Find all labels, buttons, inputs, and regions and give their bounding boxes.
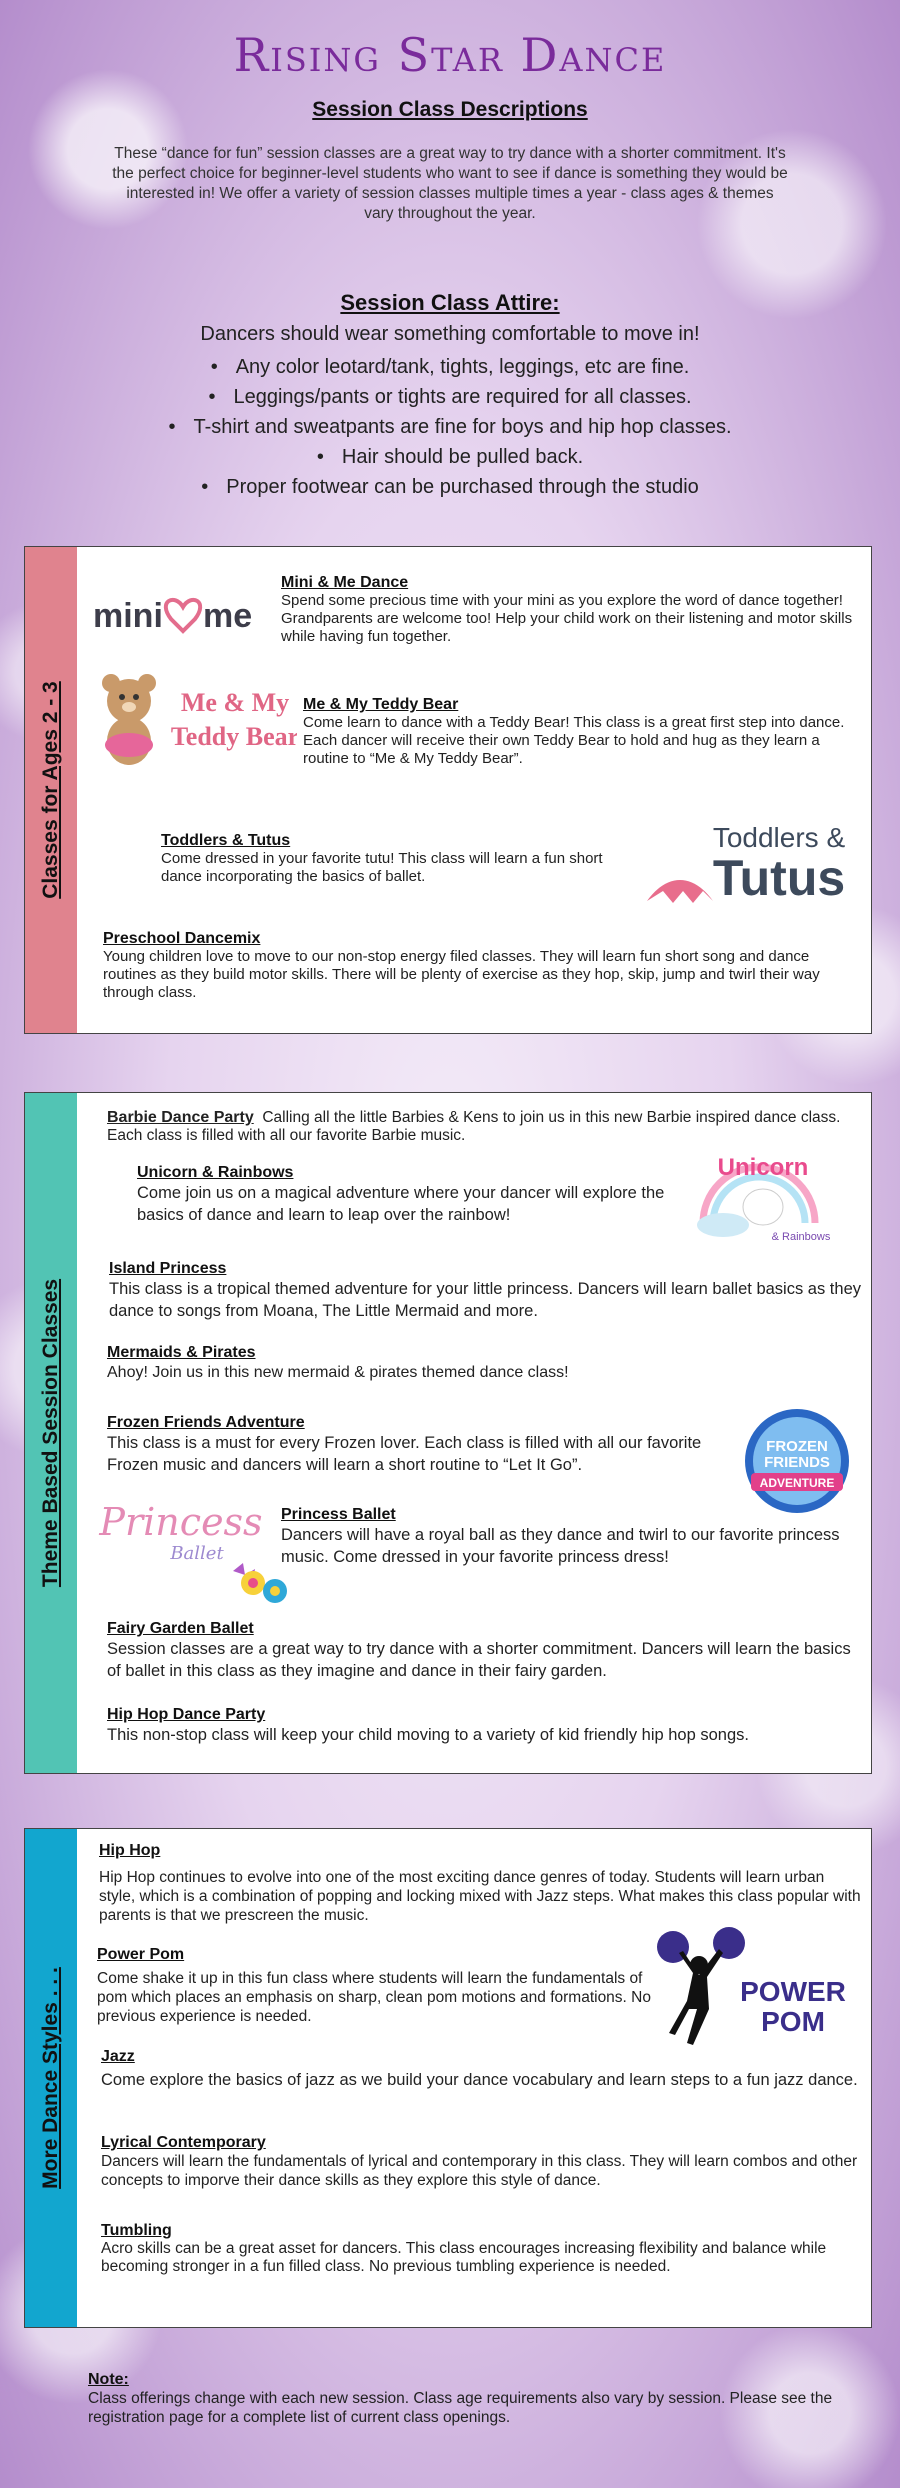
ages-section xyxy=(24,546,872,1034)
class-desc: This class is a must for every Frozen lover. Each class is filled with all our favorite Frozen music and dancers will learn a short routine to “Let It Go”. xyxy=(107,1434,702,1474)
attire-item: • T-shirt and sweatpants are fine for boys and hip hop classes. xyxy=(0,412,900,442)
class-desc: Come explore the basics of jazz as we build your dance vocabulary and learn steps to a fun jazz dance. xyxy=(101,2071,858,2089)
frozen-logo-line1: FROZEN xyxy=(766,1438,828,1455)
class-tumbling xyxy=(101,2221,863,2276)
class-mini-me xyxy=(281,573,861,646)
class-desc: Session classes are a great way to try dance with a shorter commitment. Dancers will learn the basics of ballet in this class as they imagine and dance in their fairy garden. xyxy=(107,1640,851,1680)
class-title: Hip Hop xyxy=(99,1842,161,1859)
more-styles-label: More Dance Styles . . . xyxy=(39,1967,62,2189)
attire-lead: Dancers should wear something comfortable to move in! xyxy=(200,323,700,345)
theme-section-band xyxy=(25,1093,77,1773)
class-title: Tumbling xyxy=(101,2222,172,2239)
class-jazz xyxy=(101,2047,863,2091)
class-title: Island Princess xyxy=(109,1260,227,1277)
class-title: Jazz xyxy=(101,2048,135,2065)
class-title: Frozen Friends Adventure xyxy=(107,1414,305,1431)
class-desc: Come learn to dance with a Teddy Bear! This class is a great first step into dance. Each dancer will receive their own Teddy Bear to hold and hug as they learn a routine to “Me & My Teddy Bear”. xyxy=(303,714,845,767)
site-title: Rising Star Dance xyxy=(233,28,667,82)
class-title: Barbie Dance Party xyxy=(107,1109,254,1126)
frozen-friends-logo xyxy=(741,1405,853,1517)
note-block xyxy=(88,2370,848,2427)
class-title: Mermaids & Pirates xyxy=(107,1344,256,1361)
attire-item: • Hair should be pulled back. xyxy=(0,442,900,472)
svg-text:mini: mini xyxy=(93,597,163,635)
class-mermaids-pirates xyxy=(107,1343,863,1384)
class-desc: This non-stop class will keep your child moving to a variety of kid friendly hip hop songs. xyxy=(107,1726,749,1744)
note-text: Class offerings change with each new session. Class age requirements also vary by session. Please see the registration page for a complete list of current class openings. xyxy=(88,2390,833,2426)
attire-heading: Session Class Attire: xyxy=(340,290,560,315)
class-title: Preschool Dancemix xyxy=(103,930,261,947)
class-title: Me & My Teddy Bear xyxy=(303,696,459,713)
class-desc: Young children love to move to our non-stop energy filed classes. They will learn fun short song and dance routines as they build motor skills. There will be plenty of exercise as they hop, skip, jump and twirl their way through class. xyxy=(103,948,820,1001)
ages-section-band xyxy=(25,547,77,1033)
pom-logo-line2: POM xyxy=(761,2006,825,2037)
class-power-pom xyxy=(97,1945,657,2026)
teddy-logo-line2: Teddy Bear xyxy=(170,722,297,751)
session-descriptions-heading: Session Class Descriptions xyxy=(312,98,588,121)
class-teddy-bear xyxy=(303,695,863,768)
class-desc: Acro skills can be a great asset for dancers. This class encourages increasing flexibility and balance while becoming stronger in a fun filled class. No previous tumbling experience is needed. xyxy=(101,2240,827,2275)
class-toddlers-tutus xyxy=(161,831,621,886)
class-desc: Dancers will learn the fundamentals of lyrical and contemporary in this class. They will learn combos and other concepts to imporve their dance skills as they explore this style of dance. xyxy=(101,2153,858,2189)
class-preschool-dancemix xyxy=(103,929,863,1002)
tutus-logo-line1: Toddlers & xyxy=(712,822,846,853)
attire-item: • Any color leotard/tank, tights, leggings, etc are fine. xyxy=(0,352,900,382)
class-barbie xyxy=(107,1109,863,1145)
more-styles-band xyxy=(25,1829,77,2327)
theme-section-label: Theme Based Session Classes xyxy=(39,1278,62,1588)
class-unicorn xyxy=(137,1163,697,1226)
unicorn-rainbows-logo xyxy=(685,1145,835,1245)
teddy-bear-logo xyxy=(87,665,297,775)
class-desc: Ahoy! Join us in this new mermaid & pirates themed dance class! xyxy=(107,1364,569,1381)
more-styles-section xyxy=(24,1828,872,2328)
teddy-logo-line1: Me & My xyxy=(180,688,290,717)
class-desc: Come shake it up in this fun class where students will learn the fundamentals of pom which places an emphasis on sharp, clean pom motions and formations. No previous experience is needed. xyxy=(97,1970,651,2025)
pom-logo-line1: POWER xyxy=(740,1976,846,2007)
intro-paragraph: These “dance for fun” session classes are a great way to try dance with a shorter commitment. It's the perfect choice for beginner-level students who want to see if dance is something they would be interested in! We offer a variety of session classes multiple times a year - class ages & themes vary throughout the year. xyxy=(112,145,788,222)
class-title: Hip Hop Dance Party xyxy=(107,1706,266,1723)
class-title: Mini & Me Dance xyxy=(281,574,409,591)
class-desc: Spend some precious time with your mini as you explore the word of dance together! Grandparents are welcome too! Help your child work on their listening and motor skills while having fun together. xyxy=(281,592,853,645)
note-title: Note: xyxy=(88,2371,129,2388)
theme-section xyxy=(24,1092,872,1774)
svg-text:me: me xyxy=(203,597,253,635)
power-pom-logo xyxy=(645,1925,855,2051)
class-desc: Come dressed in your favorite tutu! This class will learn a fun short dance incorporating the basics of ballet. xyxy=(161,850,603,885)
class-fairy-garden xyxy=(107,1619,863,1682)
princess-logo-line1: Princess xyxy=(99,1500,263,1544)
class-desc: This class is a tropical themed adventure for your little princess. Dancers will learn ballet basics as they dance to songs from Moana, The Little Mermaid and more. xyxy=(109,1280,861,1320)
attire-item: • Leggings/pants or tights are required for all classes. xyxy=(0,382,900,412)
class-title: Unicorn & Rainbows xyxy=(137,1164,294,1181)
class-title: Fairy Garden Ballet xyxy=(107,1620,254,1637)
mini-me-logo xyxy=(91,585,271,645)
princess-ballet-logo xyxy=(97,1489,287,1605)
class-title: Power Pom xyxy=(97,1946,185,1963)
attire-list xyxy=(0,352,900,502)
tutus-logo-line2: Tutus xyxy=(712,850,846,906)
class-desc: Dancers will have a royal ball as they dance and twirl to our favorite princess music. Come dressed in your favorite princess dress! xyxy=(281,1526,840,1566)
ages-section-label: Classes for Ages 2 - 3 xyxy=(39,681,62,899)
frozen-logo-line2: FRIENDS xyxy=(764,1454,830,1471)
unicorn-logo-line1: Unicorn xyxy=(717,1154,809,1181)
class-lyrical xyxy=(101,2133,863,2190)
class-desc: Hip Hop continues to evolve into one of the most exciting dance genres of today. Students will learn urban style, which is a combination of popping and locking mixed with Jazz steps. What makes this class popular with parents is that we prescreen the music. xyxy=(99,1869,861,1924)
class-title: Princess Ballet xyxy=(281,1506,396,1523)
class-hip-hop-party xyxy=(107,1705,863,1746)
class-princess-ballet xyxy=(281,1505,863,1568)
frozen-logo-line3: ADVENTURE xyxy=(759,1476,835,1490)
class-island-princess xyxy=(109,1259,863,1322)
class-desc: Calling all the little Barbies & Kens to join us in this new Barbie inspired dance class. Each class is filled with all our favorite Barbie music. xyxy=(107,1109,841,1144)
class-hip-hop xyxy=(99,1841,863,1925)
class-frozen xyxy=(107,1413,747,1476)
attire-item: • Proper footwear can be purchased through the studio xyxy=(0,472,900,502)
toddlers-tutus-logo xyxy=(637,811,847,921)
class-title: Lyrical Contemporary xyxy=(101,2134,266,2151)
class-desc: Come join us on a magical adventure where your dancer will explore the basics of dance and learn to leap over the rainbow! xyxy=(137,1184,665,1224)
unicorn-logo-line2: & Rainbows xyxy=(771,1231,831,1243)
class-title: Toddlers & Tutus xyxy=(161,832,291,849)
princess-logo-line2: Ballet xyxy=(170,1543,224,1564)
